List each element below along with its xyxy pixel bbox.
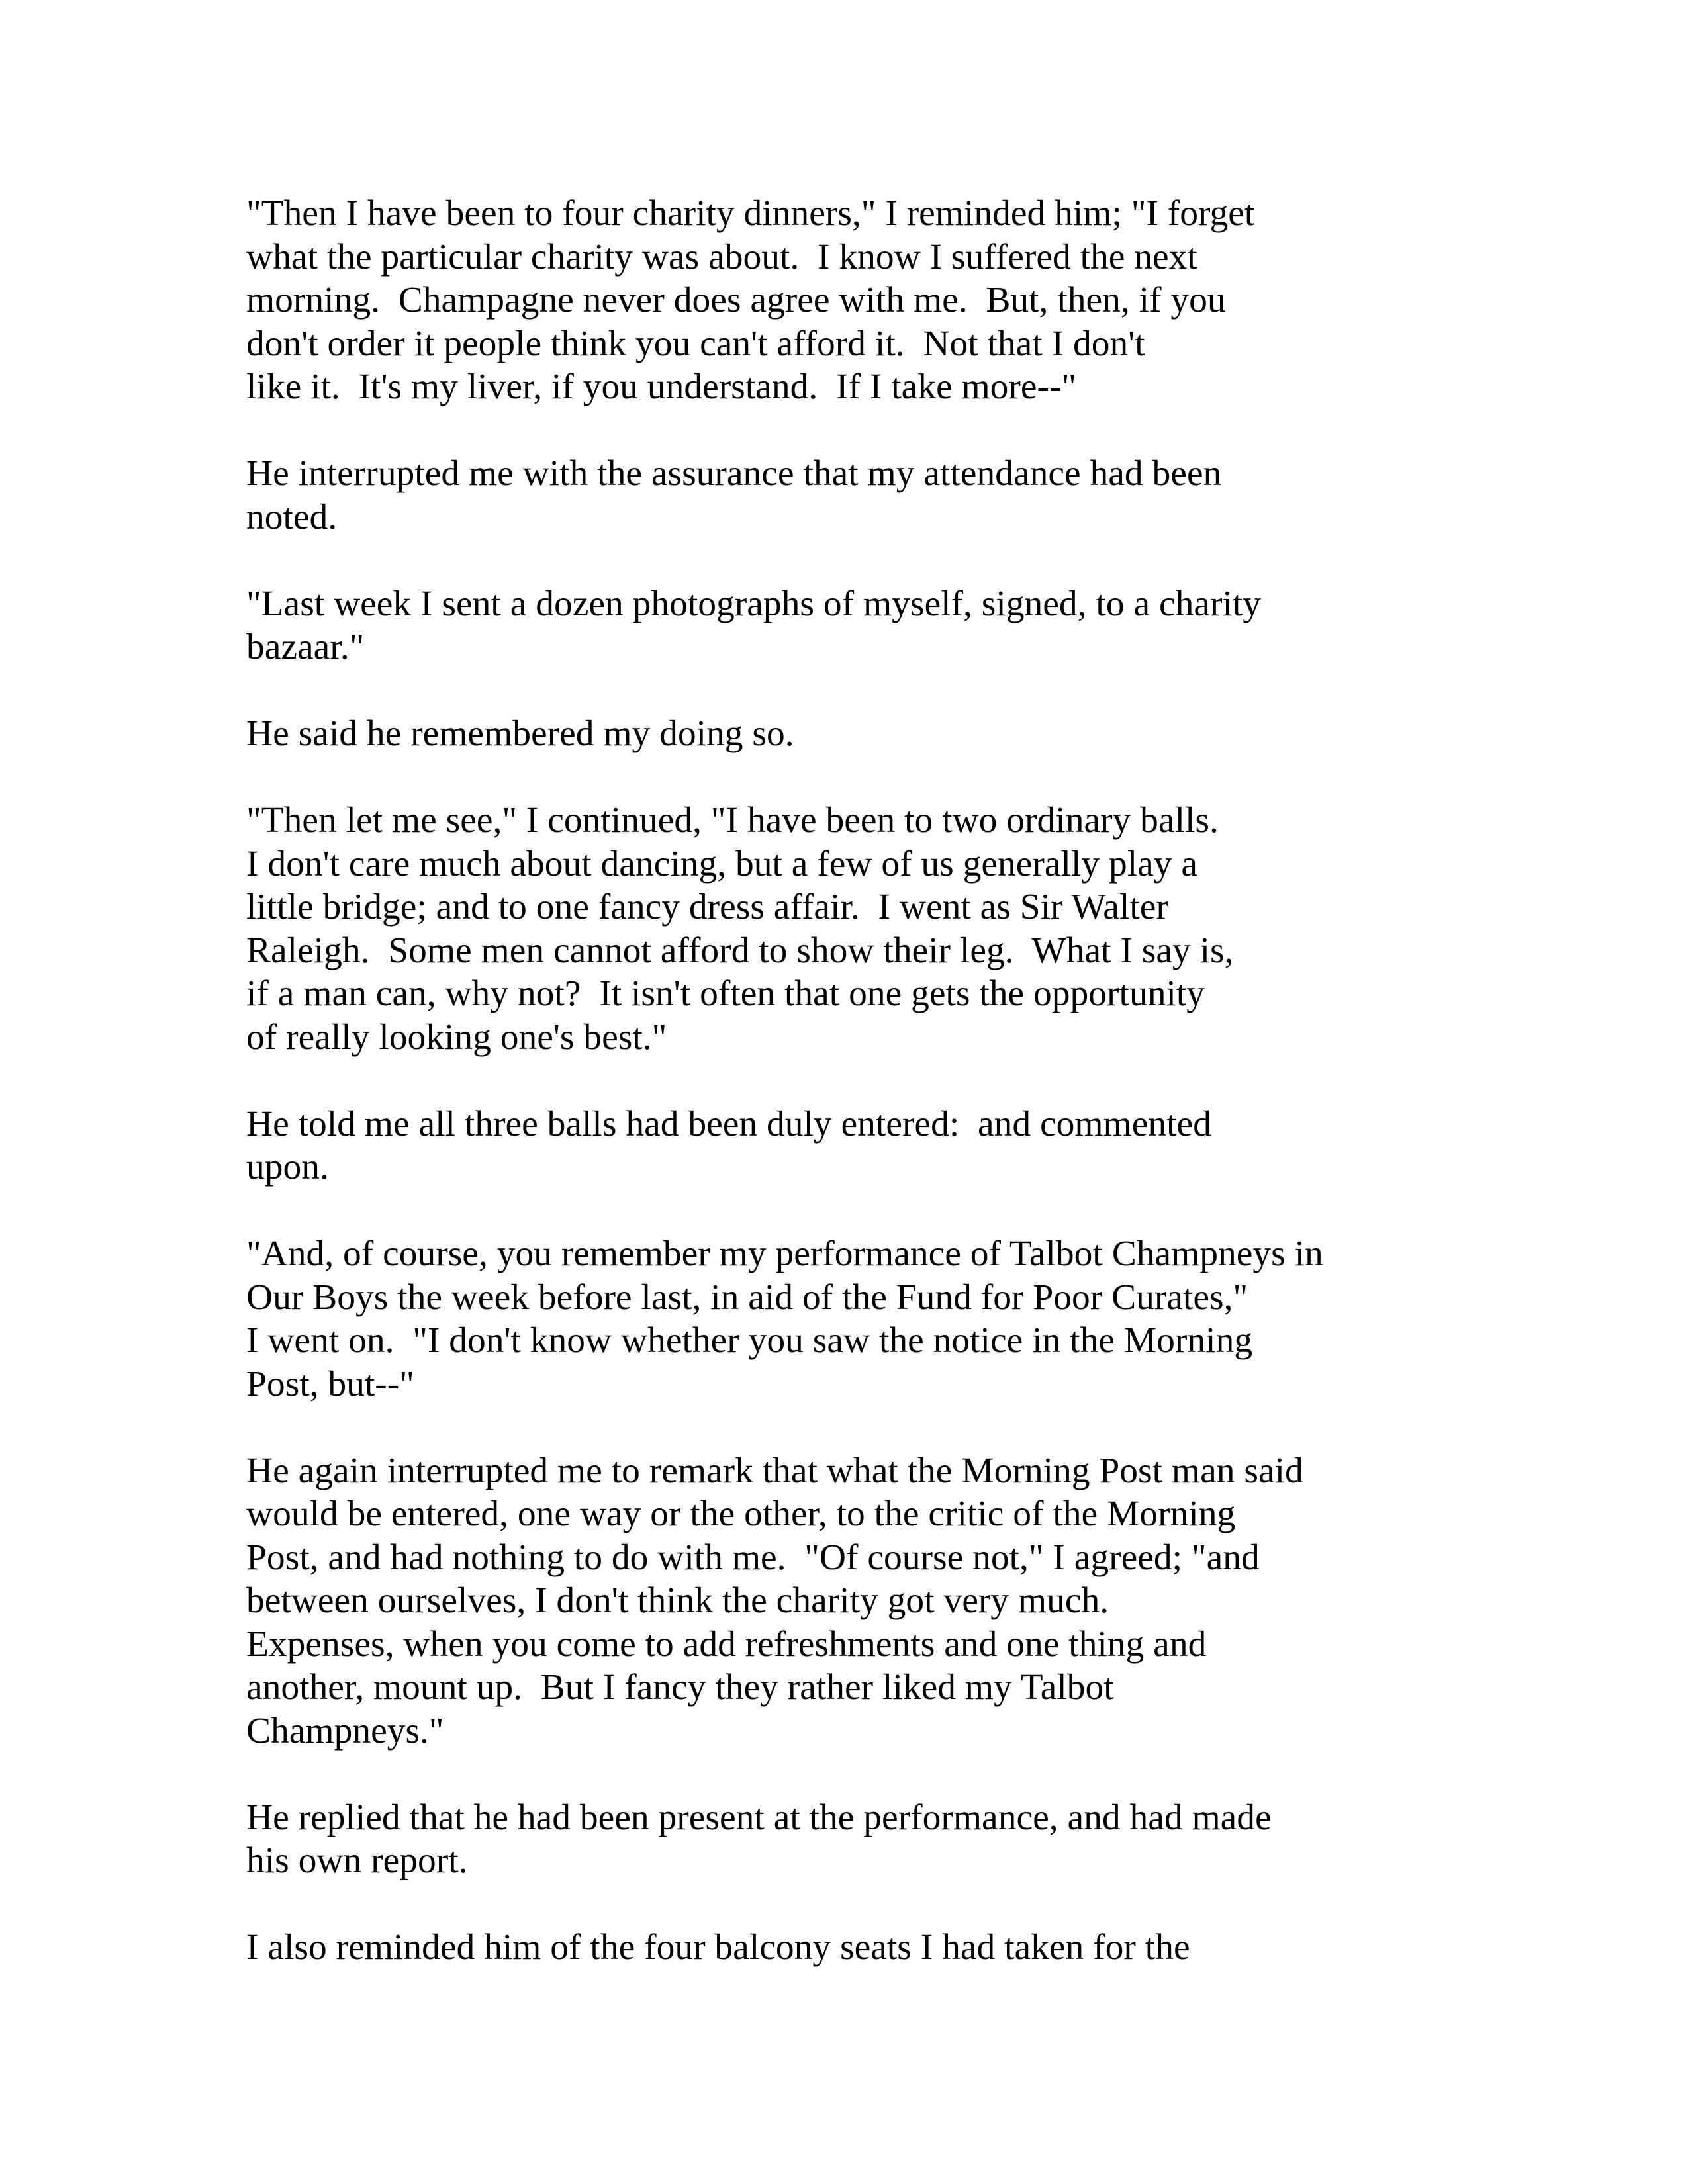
paragraph-4 — [246, 712, 1570, 756]
text-line: I also reminded him of the four balcony seats I had taken for the — [246, 1927, 1190, 1968]
text-line: Post, and had nothing to do with me. "Of course not," I agreed; "and — [246, 1537, 1260, 1578]
text-line: of really looking one's best." — [246, 1017, 667, 1058]
text-line: He said he remembered my doing so. — [246, 713, 794, 754]
text-line: like it. It's my liver, if you understand. If I take more--" — [246, 367, 1077, 407]
text-line: Expenses, when you come to add refreshments and one thing and — [246, 1623, 1207, 1664]
text-line: don't order it people think you can't afford it. Not that I don't — [246, 323, 1145, 364]
paragraph-2 — [246, 452, 1570, 539]
text-line: Our Boys the week before last, in aid of the Fund for Poor Curates," — [246, 1277, 1248, 1318]
text-line: He interrupted me with the assurance that my attendance had been — [246, 453, 1222, 494]
paragraph-7 — [246, 1232, 1570, 1406]
text-line: I don't care much about dancing, but a few of us generally play a — [246, 843, 1198, 884]
text-line: noted. — [246, 496, 338, 537]
text-line: "Then I have been to four charity dinners," I reminded him; "I forget — [246, 193, 1255, 234]
text-line: He told me all three balls had been duly entered: and commented — [246, 1103, 1211, 1144]
text-line: another, mount up. But I fancy they rather liked my Talbot — [246, 1667, 1114, 1707]
text-line: I went on. "I don't know whether you saw the notice in the Morning — [246, 1320, 1253, 1361]
text-line: if a man can, why not? It isn't often that one gets the opportunity — [246, 974, 1205, 1014]
text-line: He replied that he had been present at the performance, and had made — [246, 1797, 1272, 1838]
text-line: Post, but--" — [246, 1363, 414, 1404]
text-line: "Last week I sent a dozen photographs of myself, signed, to a charity — [246, 583, 1262, 624]
text-line: bazaar." — [246, 627, 365, 667]
paragraph-3 — [246, 582, 1570, 669]
text-line: what the particular charity was about. I know I suffered the next — [246, 236, 1197, 277]
paragraph-5 — [246, 799, 1570, 1059]
text-line: would be entered, one way or the other, to the critic of the Morning — [246, 1494, 1236, 1534]
paragraph-10 — [246, 1926, 1570, 1970]
body-text — [246, 192, 1570, 2013]
paragraph-9 — [246, 1796, 1570, 1883]
text-line: Raleigh. Some men cannot afford to show their leg. What I say is, — [246, 930, 1234, 971]
text-line: little bridge; and to one fancy dress affair. I went as Sir Walter — [246, 887, 1168, 927]
text-line: upon. — [246, 1147, 329, 1187]
text-line: "And, of course, you remember my performance of Talbot Champneys in — [246, 1234, 1323, 1274]
text-line: "Then let me see," I continued, "I have been to two ordinary balls. — [246, 800, 1219, 841]
text-line: Champneys." — [246, 1710, 444, 1751]
text-line: He again interrupted me to remark that what the Morning Post man said — [246, 1450, 1303, 1491]
text-line: morning. Champagne never does agree with me. But, then, if you — [246, 280, 1226, 320]
paragraph-6 — [246, 1103, 1570, 1189]
paragraph-1 — [246, 192, 1570, 409]
paragraph-8 — [246, 1449, 1570, 1753]
text-line: between ourselves, I don't think the charity got very much. — [246, 1580, 1109, 1621]
text-line: his own report. — [246, 1841, 468, 1881]
